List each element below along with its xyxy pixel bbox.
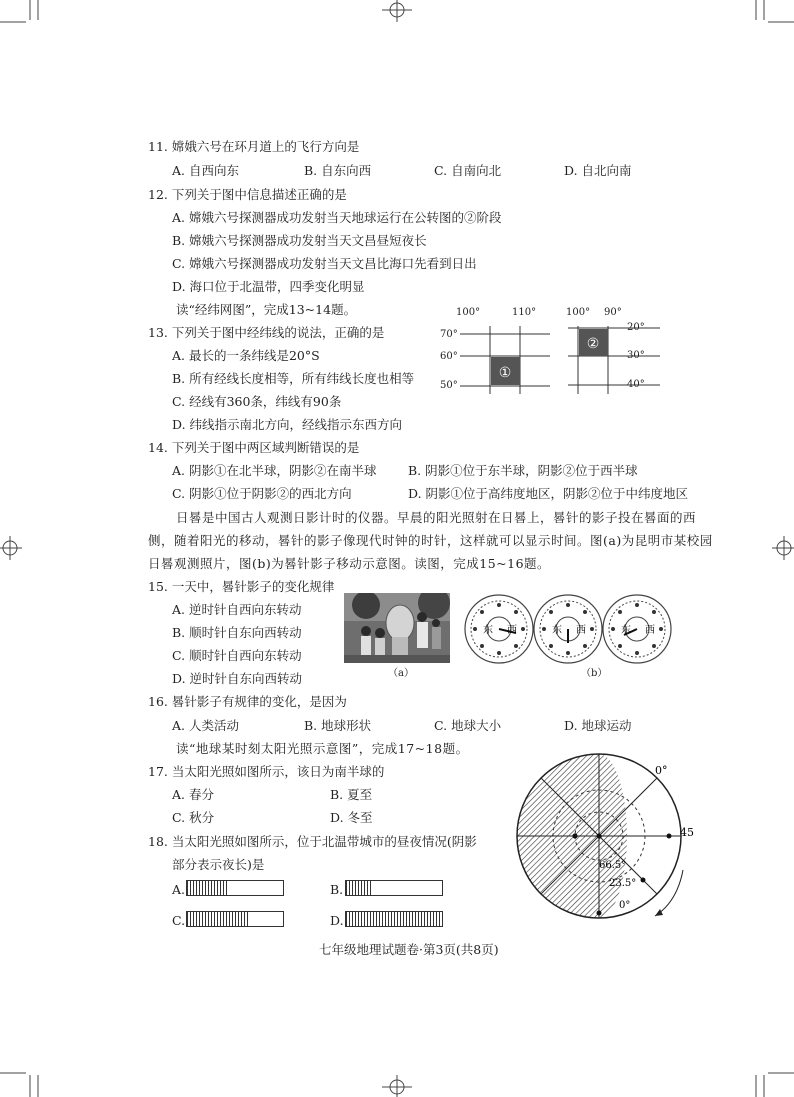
globe-label-0-top: 0° <box>655 764 668 777</box>
grid1-top-110: 110° <box>512 307 537 318</box>
q18-option-a[interactable]: A. <box>172 882 186 897</box>
q18-option-d[interactable]: D. <box>330 913 344 928</box>
grid1-lat-70: 70° <box>440 329 458 340</box>
q12-option-a[interactable]: A. 嫦娥六号探测器成功发射当天地球运行在公转图的②阶段 <box>172 210 502 225</box>
q11-stem: 11. 嫦娥六号在环月道上的飞行方向是 <box>148 139 360 154</box>
q12-option-c[interactable]: C. 嫦娥六号探测器成功发射当天文昌比海口先看到日出 <box>172 256 477 271</box>
q13-option-a[interactable]: A. 最长的一条纬线是20°S <box>172 348 320 363</box>
q15-option-b[interactable]: B. 顺时针自东向西转动 <box>172 625 302 640</box>
q16-option-a[interactable]: A. 人类活动 <box>172 718 239 733</box>
grid1-lat-50: 50° <box>440 380 458 391</box>
q17-stem: 17. 当太阳光照如图所示，该日为南半球的 <box>148 764 385 779</box>
q14-stem: 14. 下列关于图中两区域判断错误的是 <box>148 440 360 455</box>
q14-option-d[interactable]: D. 阴影①位于高纬度地区，阴影②位于中纬度地区 <box>408 486 689 501</box>
grid1-lat-60: 60° <box>440 351 458 362</box>
q15-option-d[interactable]: D. 逆时针自东向西转动 <box>172 671 303 686</box>
shade-1-label: ① <box>498 365 512 381</box>
q12-option-d[interactable]: D. 海口位于北温带，四季变化明显 <box>172 279 365 294</box>
grid2-lat-20: 20° <box>627 322 645 333</box>
q12-option-b[interactable]: B. 嫦娥六号探测器成功发射当天文昌昼短夜长 <box>172 233 427 248</box>
q14-option-a[interactable]: A. 阴影①在北半球，阴影②在南半球 <box>172 463 377 478</box>
sundial-shadow-diagram <box>462 593 674 667</box>
grid2-top-90: 90° <box>604 307 622 318</box>
grid2-lat-40: 40° <box>627 379 645 390</box>
shade-2-label: ② <box>586 336 600 352</box>
q15-option-c[interactable]: C. 顺时针自西向东转动 <box>172 648 302 663</box>
q17-option-a[interactable]: A. 春分 <box>172 787 214 802</box>
intro-17-18: 读“地球某时刻太阳光照示意图”，完成17~18题。 <box>176 741 469 756</box>
q18-stem-line1: 18. 当太阳光照如图所示，位于北温带城市的昼夜情况(阴影 <box>148 834 477 849</box>
q15-option-a[interactable]: A. 逆时针自西向东转动 <box>172 602 302 617</box>
globe-label-23-5: 23.5° <box>609 878 637 889</box>
q11-option-d[interactable]: D. 自北向南 <box>564 163 632 178</box>
grid2-lat-30: 30° <box>627 350 645 361</box>
q11-option-a[interactable]: A. 自西向东 <box>172 163 239 178</box>
q18-option-b-bar[interactable] <box>345 880 443 896</box>
dial2-east: 东 <box>552 625 562 636</box>
q18-option-b[interactable]: B. <box>330 882 344 897</box>
q16-stem: 16. 晷针影子有规律的变化，是因为 <box>148 694 347 709</box>
figure-a-caption: （a） <box>388 668 414 679</box>
q16-option-d[interactable]: D. 地球运动 <box>564 718 632 733</box>
intro-13-14: 读“经纬网图”，完成13~14题。 <box>176 302 357 317</box>
figure-b-caption: （b） <box>581 668 608 679</box>
q18-option-d-bar[interactable] <box>345 911 443 927</box>
globe-label-0-bottom: 0° <box>619 900 631 911</box>
page-footer: 七年级地理试题卷·第3页(共8页) <box>319 942 499 957</box>
globe-label-66-5: 66.5° <box>599 860 627 871</box>
sundial-text-3: 日晷观测照片，图(b)为晷针影子移动示意图。读图，完成15~16题。 <box>148 556 551 571</box>
dial1-east: 东 <box>483 625 493 636</box>
q17-option-c[interactable]: C. 秋分 <box>172 810 215 825</box>
q13-stem: 13. 下列关于图中经纬线的说法，正确的是 <box>148 325 385 340</box>
globe-label-45: 45 <box>680 826 694 839</box>
q15-stem: 15. 一天中，晷针影子的变化规律 <box>148 579 335 594</box>
earth-illumination-diagram <box>505 752 705 920</box>
sundial-photo <box>344 593 450 663</box>
q14-option-b[interactable]: B. 阴影①位于东半球，阴影②位于西半球 <box>408 463 638 478</box>
grid2-top-100: 100° <box>566 307 591 318</box>
q18-stem-line2: 部分表示夜长)是 <box>172 857 265 872</box>
q12-stem: 12. 下列关于图中信息描述正确的是 <box>148 187 347 202</box>
q17-option-d[interactable]: D. 冬至 <box>330 810 373 825</box>
q13-option-b[interactable]: B. 所有经线长度相等，所有纬线长度也相等 <box>172 371 415 386</box>
q18-option-a-bar[interactable] <box>186 880 284 896</box>
q17-option-b[interactable]: B. 夏至 <box>330 787 373 802</box>
dial3-east: 东 <box>621 625 631 636</box>
q11-option-b[interactable]: B. 自东向西 <box>304 163 372 178</box>
sundial-text-1: 日晷是中国古人观测日影计时的仪器。早晨的阳光照射在日晷上，晷针的影子投在晷面的西 <box>176 510 697 525</box>
q14-option-c[interactable]: C. 阴影①位于阴影②的西北方向 <box>172 486 352 501</box>
q11-option-c[interactable]: C. 自南向北 <box>434 163 502 178</box>
q16-option-c[interactable]: C. 地球大小 <box>434 718 502 733</box>
dial1-west: 西 <box>507 625 517 636</box>
dial2-west: 西 <box>576 625 586 636</box>
q13-option-c[interactable]: C. 经线有360条，纬线有90条 <box>172 394 342 409</box>
q16-option-b[interactable]: B. 地球形状 <box>304 718 372 733</box>
dial3-west: 西 <box>645 625 655 636</box>
q13-option-d[interactable]: D. 纬线指示南北方向，经线指示东西方向 <box>172 417 403 432</box>
sundial-text-2: 侧，随着阳光的移动，晷针的影子像现代时钟的时针，这样就可以显示时间。图(a)为昆明市某校园 <box>148 533 713 548</box>
grid1-top-100: 100° <box>456 307 481 318</box>
q18-option-c[interactable]: C. <box>172 913 186 928</box>
q18-option-c-bar[interactable] <box>186 911 284 927</box>
